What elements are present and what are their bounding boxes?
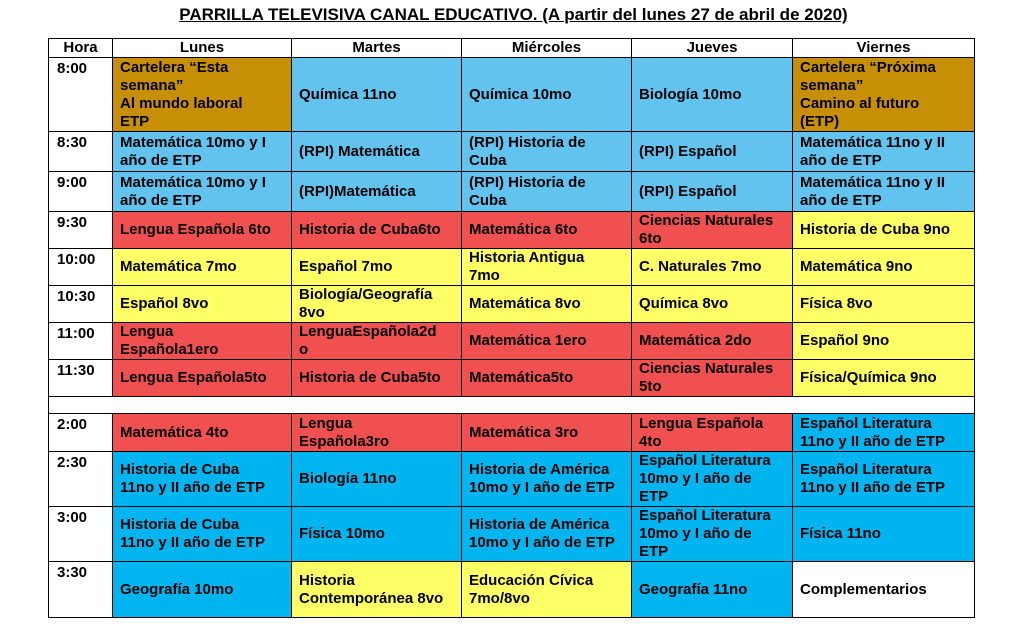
- time-cell: 11:30: [49, 360, 113, 397]
- program-cell-lunes: [113, 249, 292, 286]
- program-label: Matemática 6to: [469, 221, 578, 238]
- program-label: (RPI)Matemática: [299, 182, 416, 200]
- time-cell: 9:00: [49, 172, 113, 212]
- program-cell-martes: [292, 172, 462, 212]
- program-label: (RPI) Español: [639, 182, 737, 200]
- header-lunes: Lunes: [113, 39, 292, 58]
- program-label: Lengua Española5to: [120, 369, 267, 386]
- program-cell-jueves: [632, 212, 793, 249]
- program-cell-lunes: [113, 132, 292, 172]
- program-label: Matemática 9no: [800, 258, 913, 275]
- header-hora: Hora: [49, 39, 113, 58]
- time-cell: 8:30: [49, 132, 113, 172]
- program-label: Historia de Cuba 11no y II año de ETP: [120, 516, 266, 551]
- program-label: Cartelera “Esta semana” Al mundo laboral ETP: [120, 58, 243, 130]
- program-cell-jueves: [632, 507, 793, 562]
- program-cell-viernes: [793, 360, 975, 397]
- program-cell-lunes: [113, 360, 292, 397]
- program-cell-martes: [292, 323, 462, 360]
- program-label: Lengua Española3ro: [299, 414, 390, 450]
- program-label: Historia de América 10mo y I año de ETP: [469, 516, 615, 551]
- program-cell-martes: [292, 414, 462, 452]
- table-row: [49, 452, 975, 507]
- program-label: Historia de Cuba6to: [299, 221, 441, 238]
- program-label: LenguaEspañola2d o: [299, 323, 437, 358]
- program-cell-martes: [292, 562, 462, 618]
- program-cell-viernes: [793, 212, 975, 249]
- table-row: [49, 562, 975, 618]
- program-cell-jueves: [632, 249, 793, 286]
- program-label: Historia de Cuba5to: [299, 369, 441, 386]
- program-cell-martes: [292, 507, 462, 562]
- program-label: Educación Cívica 7mo/8vo: [469, 571, 594, 607]
- table-row: [49, 507, 975, 562]
- table-row: [49, 132, 975, 172]
- program-cell-lunes: [113, 172, 292, 212]
- table-row: [49, 249, 975, 286]
- header-martes: Martes: [292, 39, 462, 58]
- program-cell-jueves: [632, 286, 793, 323]
- program-cell-miercoles: [462, 132, 632, 172]
- program-label: Historia Antigua 7mo: [469, 249, 585, 284]
- table-row: [49, 414, 975, 452]
- table-row: [49, 212, 975, 249]
- program-cell-miercoles: [462, 452, 632, 507]
- program-label: Matemática 10mo y I año de ETP: [120, 173, 266, 209]
- program-cell-viernes: [793, 562, 975, 618]
- program-cell-martes: [292, 132, 462, 172]
- program-cell-jueves: [632, 562, 793, 618]
- program-cell-jueves: [632, 414, 793, 452]
- table-row: [49, 58, 975, 132]
- program-cell-lunes: [113, 286, 292, 323]
- program-cell-viernes: [793, 323, 975, 360]
- program-cell-viernes: [793, 172, 975, 212]
- program-cell-miercoles: [462, 212, 632, 249]
- program-cell-jueves: [632, 323, 793, 360]
- time-cell: 3:30: [49, 562, 113, 618]
- time-cell: 2:30: [49, 452, 113, 507]
- header-row: [49, 39, 975, 58]
- program-label: Biología 10mo: [639, 85, 742, 103]
- table-row: [49, 323, 975, 360]
- program-cell-martes: [292, 58, 462, 132]
- program-label: Matemática 10mo y I año de ETP: [120, 133, 266, 169]
- program-label: Matemática 1ero: [469, 332, 587, 349]
- program-cell-viernes: [793, 507, 975, 562]
- program-cell-viernes: [793, 452, 975, 507]
- program-label: Biología 11no: [299, 470, 397, 487]
- time-cell: 2:00: [49, 414, 113, 452]
- program-label: Física 10mo: [299, 525, 385, 542]
- spacer-row: [49, 397, 975, 414]
- program-label: Matemática 3ro: [469, 423, 579, 441]
- program-label: Historia de Cuba 9no: [800, 221, 951, 238]
- program-cell-miercoles: [462, 286, 632, 323]
- program-cell-miercoles: [462, 249, 632, 286]
- program-label: Español Literatura 11no y II año de ETP: [800, 414, 946, 450]
- program-cell-viernes: [793, 58, 975, 132]
- header-viernes: Viernes: [793, 39, 975, 58]
- spacer-cell: [49, 397, 975, 414]
- program-cell-jueves: [632, 58, 793, 132]
- program-label: Cartelera “Próxima semana” Camino al futuro (ETP): [800, 58, 936, 130]
- program-label: Química 10mo: [469, 85, 572, 103]
- program-cell-lunes: [113, 452, 292, 507]
- program-label: Matemática 8vo: [469, 295, 581, 312]
- program-cell-jueves: [632, 132, 793, 172]
- program-cell-martes: [292, 212, 462, 249]
- program-label: (RPI) Español: [639, 142, 737, 160]
- program-label: Matemática 11no y II año de ETP: [800, 173, 946, 209]
- program-label: Español Literatura 10mo y I año de ETP: [639, 452, 771, 505]
- program-label: Geografía 10mo: [120, 580, 234, 598]
- program-cell-miercoles: [462, 360, 632, 397]
- program-label: Ciencias Naturales 6to: [639, 212, 774, 247]
- program-label: Física 11no: [800, 525, 881, 542]
- time-cell: 10:00: [49, 249, 113, 286]
- program-cell-viernes: [793, 132, 975, 172]
- program-label: Lengua Española 4to: [639, 414, 764, 450]
- program-cell-miercoles: [462, 507, 632, 562]
- program-label: Español 8vo: [120, 295, 209, 312]
- program-cell-jueves: [632, 360, 793, 397]
- time-cell: 8:00: [49, 58, 113, 132]
- program-label: Física 8vo: [800, 295, 873, 312]
- program-label: Español 9no: [800, 332, 890, 349]
- program-label: Español 7mo: [299, 258, 393, 275]
- program-cell-viernes: [793, 286, 975, 323]
- program-label: Historia de Cuba 11no y II año de ETP: [120, 461, 266, 496]
- program-cell-miercoles: [462, 414, 632, 452]
- program-label: Química 8vo: [639, 295, 729, 312]
- schedule-body: [49, 58, 975, 618]
- program-label: Matemática 11no y II año de ETP: [800, 133, 946, 169]
- program-label: Física/Química 9no: [800, 369, 937, 386]
- program-cell-martes: [292, 360, 462, 397]
- program-cell-martes: [292, 286, 462, 323]
- program-label: Historia Contemporánea 8vo: [299, 571, 444, 607]
- schedule-table: [48, 38, 975, 618]
- program-label: Español Literatura 10mo y I año de ETP: [639, 507, 771, 560]
- program-label: (RPI) Matemática: [299, 142, 420, 160]
- program-label: Química 11no: [299, 85, 397, 103]
- program-cell-miercoles: [462, 172, 632, 212]
- table-row: [49, 286, 975, 323]
- program-cell-lunes: [113, 323, 292, 360]
- program-label: Geografía 11no: [639, 580, 748, 598]
- program-cell-miercoles: [462, 58, 632, 132]
- program-cell-miercoles: [462, 323, 632, 360]
- program-cell-lunes: [113, 562, 292, 618]
- program-label: Lengua Española1ero: [120, 323, 219, 358]
- program-cell-lunes: [113, 212, 292, 249]
- program-cell-viernes: [793, 414, 975, 452]
- program-cell-martes: [292, 249, 462, 286]
- program-label: Complementarios: [800, 580, 927, 598]
- program-label: (RPI) Historia de Cuba: [469, 133, 586, 169]
- time-cell: 3:00: [49, 507, 113, 562]
- program-label: Matemática 7mo: [120, 258, 237, 275]
- program-label: Lengua Española 6to: [120, 221, 271, 238]
- program-label: Biología/Geografía 8vo: [299, 286, 433, 321]
- time-cell: 10:30: [49, 286, 113, 323]
- program-cell-lunes: [113, 414, 292, 452]
- program-label: Español Literatura 11no y II año de ETP: [800, 461, 946, 496]
- program-label: (RPI) Historia de Cuba: [469, 173, 586, 209]
- program-label: Matemática 2do: [639, 332, 752, 349]
- table-row: [49, 172, 975, 212]
- program-label: Matemática 4to: [120, 423, 229, 441]
- program-cell-viernes: [793, 249, 975, 286]
- program-cell-martes: [292, 452, 462, 507]
- program-label: C. Naturales 7mo: [639, 258, 762, 275]
- header-miercoles: Miércoles: [462, 39, 632, 58]
- program-cell-miercoles: [462, 562, 632, 618]
- program-cell-lunes: [113, 58, 292, 132]
- time-cell: 11:00: [49, 323, 113, 360]
- program-cell-lunes: [113, 507, 292, 562]
- program-label: Matemática5to: [469, 369, 574, 386]
- table-row: [49, 360, 975, 397]
- header-jueves: Jueves: [632, 39, 793, 58]
- time-cell: 9:30: [49, 212, 113, 249]
- program-cell-jueves: [632, 452, 793, 507]
- program-label: Ciencias Naturales 5to: [639, 360, 774, 395]
- page-title: PARRILLA TELEVISIVA CANAL EDUCATIVO. (A partir del lunes 27 de abril de 2020): [179, 5, 848, 24]
- program-cell-jueves: [632, 172, 793, 212]
- program-label: Historia de América 10mo y I año de ETP: [469, 461, 615, 496]
